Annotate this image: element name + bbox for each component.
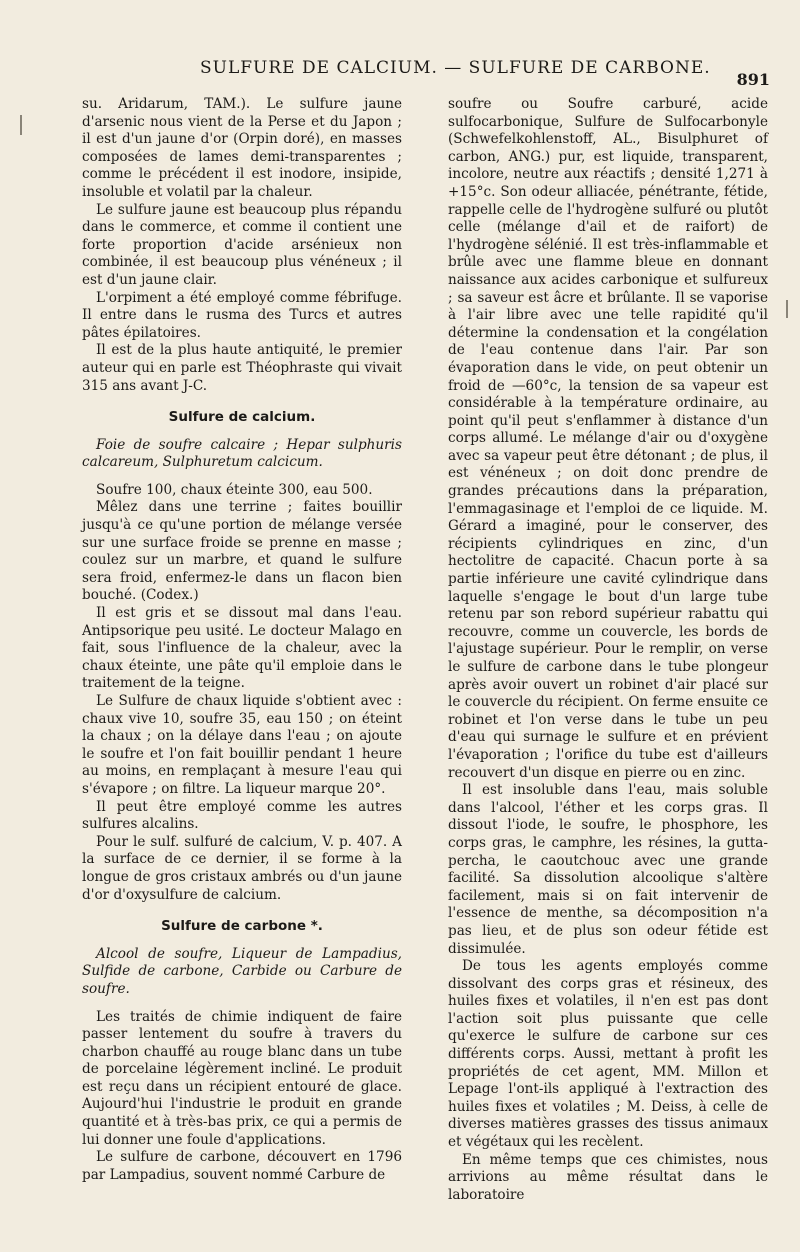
paragraph: Mêlez dans une terrine ; faites bouillir jusqu'à ce qu'une portion de mélange versée sur une surface froide se prenne en masse ; coulez sur un marbre, et quand le sulfure sera froid, enfermez-le dans un flacon bien bouché. (Codex.) — [82, 499, 402, 604]
synonyms: Alcool de soufre, Liqueur de Lampadius, Sulfide de carbone, Carbide ou Carbure de soufre. — [82, 945, 402, 997]
running-header — [80, 58, 770, 89]
paragraph: Il peut être employé comme les autres sulfures alcalins. — [82, 798, 402, 833]
right-column — [448, 96, 768, 1204]
paragraph: Il est gris et se dissout mal dans l'eau. Antipsorique peu usité. Le docteur Malago en fait, sous l'influence de la chaleur, avec la chaux éteinte, une pâte qu'il emploie dans le traitement de la teigne. — [82, 605, 402, 692]
paragraph: Les traités de chimie indiquent de faire passer lentement du soufre à travers du charbon chauffé au rouge blanc dans un tube de porcelaine légèrement incliné. Le produit est reçu dans un récipient entouré de glace. Aujourd'hui l'industrie le produit en grande quantité et à très-bas prix, ce qui a permis de lui donner une foule d'applications. — [82, 1008, 402, 1148]
paragraph: Le Sulfure de chaux liquide s'obtient avec : chaux vive 10, soufre 35, eau 150 ; on éteint la chaux ; on la délaye dans l'eau ; on ajoute le soufre et l'on fait bouillir pendant 1 heure au moins, en remplaçant à mesure l'eau qui s'évapore ; on filtre. La liqueur marque 20°. — [82, 693, 402, 797]
paragraph: Il est de la plus haute antiquité, le premier auteur qui en parle est Théophraste qui vivait 315 ans avant J-C. — [82, 342, 402, 394]
paragraph: Soufre 100, chaux éteinte 300, eau 500. — [96, 481, 373, 498]
page-number: 891 — [736, 70, 770, 89]
left-margin-rule — [20, 115, 22, 135]
paragraph: su. Aridarum, TAM.). Le sulfure jaune d'arsenic nous vient de la Perse et du Japon ; il est d'un jaune d'or (Orpin doré), en masses composées de lames demi-transparentes ; comme le précédent il est inodore, insipide, insoluble et volatil par la chaleur. — [82, 96, 402, 200]
paragraph: Pour le sulf. sulfuré de calcium, V. p. 407. A la surface de ce dernier, il se forme à la longue de gros cristaux ambrés ou d'un jaune d'or d'oxysulfure de calcium. — [82, 833, 402, 903]
paragraph: soufre ou Soufre carburé, acide sulfocarbonique, Sulfure de Sulfocarbonyle (Schwefelkohlenstoff, AL., Bisulphuret of carbon, ANG.) pur, est liquide, transparent, incolore, neutre aux réactifs ; densité 1,271 à +15°c. Son odeur alliacée, pénétrante, fétide, rappelle celle de l'hydrogène sulfuré ou plutôt celle (mélange d'ail et de raifort) de l'hydrogène sélénié. Il est très-inflammable et brûle avec une flamme bleue en donnant naissance aux acides carbonique et sulfureux ; sa saveur est âcre et brûlante. Il se vaporise à l'air libre avec une telle rapidité qu'il détermine la condensation et la congélation de l'eau contenue dans l'air. Par son évaporation dans le vide, on peut obtenir un froid de —60°c, la tension de sa vapeur est considérable à la température ordinaire, au point qu'il peut s'enflammer à distance d'un corps allumé. Le mélange d'air ou d'oxygène avec sa vapeur peut être détonant ; de plus, il est vénéneux ; on doit donc prendre de grandes précautions dans la préparation, l'emmagasinage et l'emploi de ce liquide. M. Gérard a imaginé, pour le conserver, des récipients cylindriques en zinc, d'un hectolitre de capacité. Chacun porte à sa partie inférieure une cavité cylindrique dans laquelle s'engage le bout d'un large tube retenu par son rebord supérieur rabattu qui recouvre, comme un couvercle, les bords de l'ajustage supérieur. Pour le remplir, on verse le sulfure de carbone dans le tube plongeur après avoir ouvert un robinet d'air placé sur le couvercle du récipient. On ferme ensuite ce robinet et l'on verse dans le tube un peu d'eau qui surnage le sulfure et en prévient l'évaporation ; l'orifice du tube est d'ailleurs recouvert d'un disque en pierre ou en zinc. — [448, 96, 768, 781]
paragraph: Il est insoluble dans l'eau, mais soluble dans l'alcool, l'éther et les corps gras. Il dissout l'iode, le soufre, le phosphore, les corps gras, le camphre, les résines, la gutta-percha, le caoutchouc avec une grande facilité. Sa dissolution alcoolique s'altère facilement, mais si on fait intervenir de l'essence de menthe, sa décomposition n'a pas lieu, et de plus son odeur fétide est dissimulée. — [448, 782, 768, 957]
paragraph: En même temps que ces chimistes, nous arrivions au même résultat dans le laboratoire — [448, 1151, 768, 1203]
running-title: SULFURE DE CALCIUM. — SULFURE DE CARBONE. — [200, 58, 711, 78]
section-heading: Sulfure de carbone *. — [161, 918, 323, 935]
paragraph: Le sulfure jaune est beaucoup plus répandu dans le commerce, et comme il contient une forte proportion d'acide arsénieux non combinée, il est beaucoup plus vénéneux ; il est d'un jaune clair. — [82, 201, 402, 288]
section-heading: Sulfure de calcium. — [168, 409, 316, 426]
paragraph: L'orpiment a été employé comme fébrifuge. Il entre dans le rusma des Turcs et autres pâtes épilatoires. — [82, 289, 402, 341]
left-column — [82, 96, 402, 1184]
synonyms: Foie de soufre calcaire ; Hepar sulphuris calcareum, Sulphuretum calcicum. — [82, 436, 402, 471]
paragraph: Le sulfure de carbone, découvert en 1796 par Lampadius, souvent nommé Carbure de — [82, 1149, 402, 1183]
right-margin-rule — [786, 300, 788, 318]
paragraph: De tous les agents employés comme dissolvant des corps gras et résineux, des huiles fixes et volatiles, il n'en est pas dont l'action soit plus puissante que celle qu'exerce le sulfure de carbone sur ces différents corps. Aussi, mettant à profit les propriétés de cet agent, MM. Millon et Lepage l'ont-ils appliqué à l'extraction des huiles fixes et volatiles ; M. Deiss, à celle de diverses matières grasses des tissus animaux et végétaux qui les recèlent. — [448, 958, 768, 1151]
